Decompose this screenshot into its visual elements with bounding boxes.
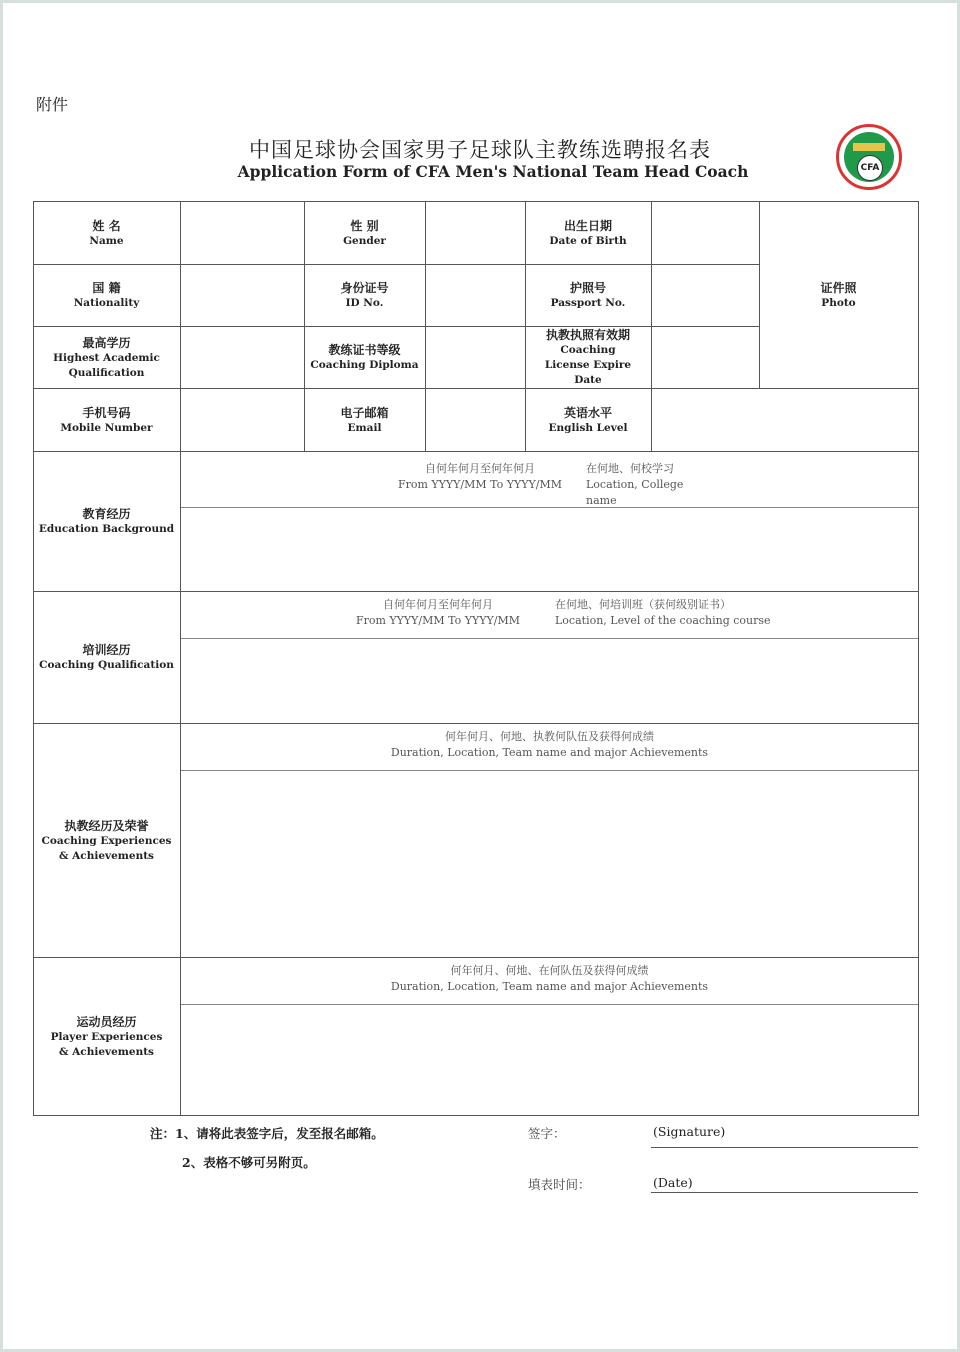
education-hint-location [580, 461, 716, 509]
academic-input[interactable] [181, 327, 304, 388]
hint-zh: 在何地、何校学习 [586, 462, 674, 475]
player-hint [180, 963, 919, 995]
gender-input[interactable] [426, 202, 525, 264]
label-en: Nationality [73, 297, 140, 309]
label-en: Player Experiences & Achievements [50, 1030, 163, 1058]
education-hint-duration [380, 461, 580, 493]
label-en: Name [89, 234, 124, 247]
label-en: Mobile Number [60, 421, 153, 434]
label-training [33, 591, 180, 723]
hint-en: From YYYY/MM To YYYY/MM [355, 614, 521, 627]
passport-input[interactable] [652, 265, 759, 326]
label-en: English Level [548, 421, 628, 434]
label-license [525, 326, 651, 388]
email-input[interactable] [426, 389, 525, 451]
hint-zh: 何年何月、何地、执教何队伍及获得何成绩 [445, 730, 654, 743]
label-zh: 最高学历 [82, 335, 131, 350]
hint-zh: 自何年何月至何年何月 [383, 598, 493, 611]
note-1: 注：1、请将此表签字后，发至报名邮箱。 [150, 1126, 384, 1141]
photo-box[interactable] [759, 201, 918, 388]
training-hint-duration [338, 597, 538, 629]
signature-label: 签字： [528, 1126, 566, 1141]
hint-zh: 在何地、何培训班（获何级别证书） [555, 598, 731, 611]
label-coaching [33, 723, 180, 957]
label-passport [525, 264, 651, 326]
license-input[interactable] [652, 327, 759, 388]
label-zh: 运动员经历 [76, 1014, 137, 1029]
label-zh: 性 别 [350, 218, 379, 233]
label-academic [33, 326, 180, 388]
label-mobile [33, 388, 180, 451]
label-zh: 教练证书等级 [328, 343, 401, 357]
label-email [304, 388, 425, 451]
note-2: 2、表格不够可另附页。 [182, 1155, 316, 1170]
title-en: Application Form of CFA Men's National Team Head Coach [237, 162, 749, 181]
label-diploma [304, 326, 425, 388]
label-en: Photo [821, 296, 856, 309]
label-name [33, 201, 180, 264]
name-input[interactable] [181, 202, 304, 264]
logo-text: CFA [857, 155, 883, 181]
dob-input[interactable] [652, 202, 759, 264]
hint-en: Duration, Location, Team name and major Achievements [390, 980, 709, 993]
coaching-hint [180, 729, 919, 761]
hint-en: From YYYY/MM To YYYY/MM [397, 478, 563, 491]
hint-en: Location, Level of the coaching course [555, 614, 771, 627]
english-input[interactable] [652, 389, 918, 451]
label-zh: 英语水平 [563, 405, 612, 420]
label-zh: 身份证号 [340, 281, 389, 295]
signature-field[interactable]: (Signature) [651, 1124, 918, 1148]
cfa-logo [836, 124, 902, 190]
label-en: Coaching Diploma [310, 359, 419, 371]
label-en: Email [347, 421, 382, 434]
diploma-input[interactable] [426, 327, 525, 388]
label-en: ID No. [345, 297, 384, 309]
coaching-input[interactable] [181, 771, 918, 957]
label-zh: 出生日期 [563, 218, 612, 233]
label-zh: 证件照 [820, 280, 857, 295]
label-gender [304, 201, 425, 264]
id-input[interactable] [426, 265, 525, 326]
date-field[interactable]: (Date) [651, 1175, 918, 1193]
label-zh: 姓 名 [92, 218, 121, 233]
mobile-input[interactable] [181, 389, 304, 451]
label-en: Coaching Qualification [39, 659, 174, 671]
label-en: Education Background [38, 523, 175, 535]
hint-zh: 何年何月、何地、在何队伍及获得何成绩 [450, 964, 649, 977]
label-zh: 手机号码 [82, 405, 131, 420]
nationality-input[interactable] [181, 265, 304, 326]
education-input[interactable] [181, 508, 918, 591]
label-en: Gender [343, 234, 386, 247]
label-en: Passport No. [550, 297, 626, 309]
label-en: Highest Academic Qualification [53, 351, 160, 379]
label-education [33, 451, 180, 591]
title-zh: 中国足球协会国家男子足球队主教练选聘报名表 [249, 138, 711, 162]
label-english [525, 388, 651, 451]
player-input[interactable] [181, 1005, 918, 1115]
attachment-label: 附件 [36, 95, 69, 114]
label-en: Coaching License Expire Date [544, 344, 632, 386]
label-zh: 执教经历及荣誉 [64, 818, 149, 833]
hint-zh: 自何年何月至何年何月 [425, 462, 535, 475]
label-dob [525, 201, 651, 264]
hint-en: Duration, Location, Team name and major Achievements [390, 746, 709, 759]
label-zh: 执教执照有效期 [545, 328, 630, 342]
hint-en: Location, College name [586, 478, 684, 507]
training-hint-location [549, 597, 775, 629]
label-player [33, 957, 180, 1115]
label-zh: 护照号 [569, 281, 606, 295]
date-label: 填表时间： [528, 1177, 591, 1192]
label-zh: 国 籍 [92, 281, 121, 295]
label-zh: 教育经历 [82, 507, 131, 521]
label-zh: 电子邮箱 [340, 405, 389, 420]
training-input[interactable] [181, 639, 918, 723]
label-en: Date of Birth [549, 234, 627, 247]
label-en: Coaching Experiences & Achievements [41, 834, 172, 862]
label-zh: 培训经历 [82, 643, 131, 657]
label-id [304, 264, 425, 326]
label-nationality [33, 264, 180, 326]
